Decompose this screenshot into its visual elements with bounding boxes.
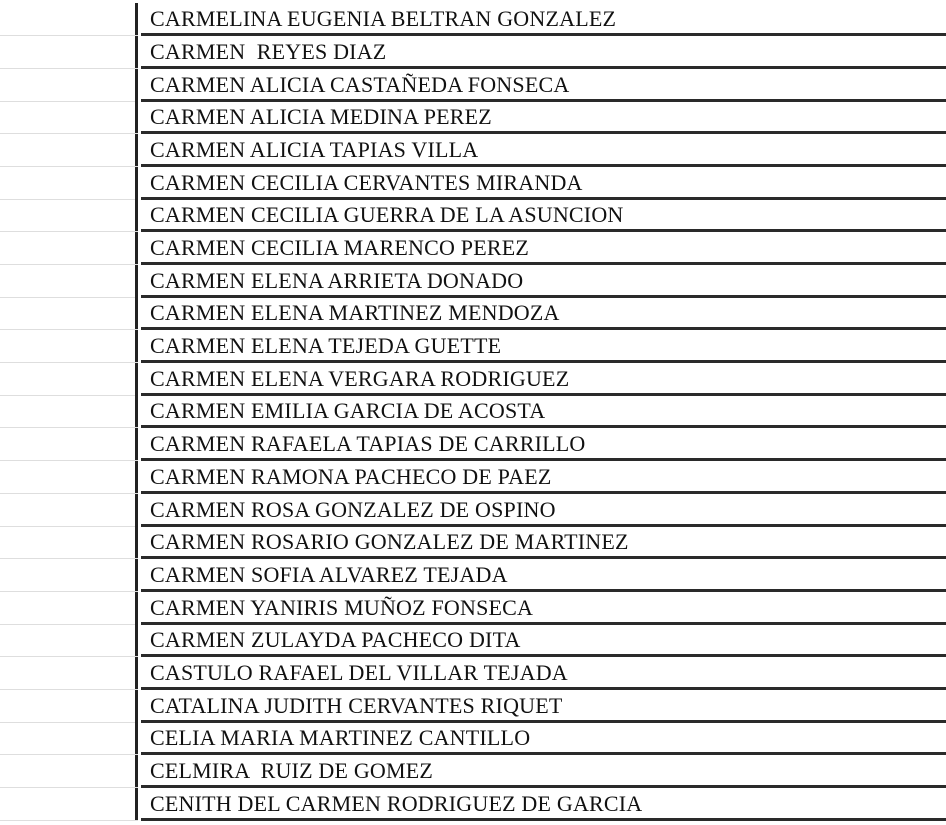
name-cell[interactable]: CARMEN ZULAYDA PACHECO DITA bbox=[141, 624, 946, 657]
name-cell[interactable]: CARMEN ALICIA MEDINA PEREZ bbox=[141, 101, 946, 134]
table-row bbox=[0, 559, 946, 592]
table-row bbox=[0, 363, 946, 396]
row-stub-cell[interactable] bbox=[0, 232, 138, 265]
row-stub-cell[interactable] bbox=[0, 134, 138, 167]
row-stub-cell[interactable] bbox=[0, 167, 138, 200]
table-row bbox=[0, 461, 946, 494]
name-cell[interactable]: CARMEN ALICIA TAPIAS VILLA bbox=[141, 134, 946, 167]
name-cell[interactable]: CENITH DEL CARMEN RODRIGUEZ DE GARCIA bbox=[141, 788, 946, 821]
name-cell[interactable]: CELMIRA RUIZ DE GOMEZ bbox=[141, 755, 946, 788]
table-row bbox=[0, 592, 946, 625]
name-cell[interactable]: CARMEN RAFAELA TAPIAS DE CARRILLO bbox=[141, 428, 946, 461]
table-row bbox=[0, 199, 946, 232]
name-cell[interactable]: CARMEN EMILIA GARCIA DE ACOSTA bbox=[141, 395, 946, 428]
name-cell[interactable]: CASTULO RAFAEL DEL VILLAR TEJADA bbox=[141, 657, 946, 690]
table-row bbox=[0, 297, 946, 330]
table-row bbox=[0, 167, 946, 200]
row-stub-cell[interactable] bbox=[0, 101, 138, 134]
table-row bbox=[0, 395, 946, 428]
table-row bbox=[0, 788, 946, 821]
row-stub-cell[interactable] bbox=[0, 36, 138, 69]
row-stub-cell[interactable] bbox=[0, 755, 138, 788]
table-row bbox=[0, 36, 946, 69]
table-row bbox=[0, 428, 946, 461]
row-stub-cell[interactable] bbox=[0, 592, 138, 625]
table-row bbox=[0, 722, 946, 755]
name-cell[interactable]: CARMELINA EUGENIA BELTRAN GONZALEZ bbox=[141, 3, 946, 36]
table-row bbox=[0, 526, 946, 559]
row-stub-cell[interactable] bbox=[0, 330, 138, 363]
table-row bbox=[0, 657, 946, 690]
name-cell[interactable]: CARMEN CECILIA GUERRA DE LA ASUNCION bbox=[141, 199, 946, 232]
name-cell[interactable]: CARMEN CECILIA MARENCO PEREZ bbox=[141, 232, 946, 265]
row-stub-cell[interactable] bbox=[0, 461, 138, 494]
name-cell[interactable]: CARMEN ROSA GONZALEZ DE OSPINO bbox=[141, 494, 946, 527]
row-stub-cell[interactable] bbox=[0, 69, 138, 102]
row-stub-cell[interactable] bbox=[0, 624, 138, 657]
table-row bbox=[0, 3, 946, 36]
row-stub-cell[interactable] bbox=[0, 494, 138, 527]
row-stub-cell[interactable] bbox=[0, 395, 138, 428]
name-cell[interactable]: CARMEN ELENA ARRIETA DONADO bbox=[141, 265, 946, 298]
table-row bbox=[0, 101, 946, 134]
name-cell[interactable]: CARMEN ELENA TEJEDA GUETTE bbox=[141, 330, 946, 363]
row-stub-cell[interactable] bbox=[0, 428, 138, 461]
row-stub-cell[interactable] bbox=[0, 265, 138, 298]
name-cell[interactable]: CARMEN ROSARIO GONZALEZ DE MARTINEZ bbox=[141, 526, 946, 559]
row-stub-cell[interactable] bbox=[0, 788, 138, 821]
name-cell[interactable]: CELIA MARIA MARTINEZ CANTILLO bbox=[141, 722, 946, 755]
name-cell[interactable]: CARMEN SOFIA ALVAREZ TEJADA bbox=[141, 559, 946, 592]
row-stub-cell[interactable] bbox=[0, 657, 138, 690]
table-row bbox=[0, 690, 946, 723]
row-stub-cell[interactable] bbox=[0, 526, 138, 559]
row-stub-cell[interactable] bbox=[0, 3, 138, 36]
table-row bbox=[0, 69, 946, 102]
name-cell[interactable]: CARMEN ELENA VERGARA RODRIGUEZ bbox=[141, 363, 946, 396]
name-cell[interactable]: CARMEN ALICIA CASTAÑEDA FONSECA bbox=[141, 69, 946, 102]
row-stub-cell[interactable] bbox=[0, 559, 138, 592]
name-cell[interactable]: CARMEN ELENA MARTINEZ MENDOZA bbox=[141, 297, 946, 330]
row-stub-cell[interactable] bbox=[0, 363, 138, 396]
row-stub-cell[interactable] bbox=[0, 199, 138, 232]
table-row bbox=[0, 134, 946, 167]
row-stub-cell[interactable] bbox=[0, 722, 138, 755]
row-stub-cell[interactable] bbox=[0, 690, 138, 723]
table-row bbox=[0, 494, 946, 527]
table-row bbox=[0, 330, 946, 363]
name-cell[interactable]: CARMEN CECILIA CERVANTES MIRANDA bbox=[141, 167, 946, 200]
name-cell[interactable]: CARMEN REYES DIAZ bbox=[141, 36, 946, 69]
name-cell[interactable]: CATALINA JUDITH CERVANTES RIQUET bbox=[141, 690, 946, 723]
name-cell[interactable]: CARMEN RAMONA PACHECO DE PAEZ bbox=[141, 461, 946, 494]
table-row bbox=[0, 232, 946, 265]
name-cell[interactable]: CARMEN YANIRIS MUÑOZ FONSECA bbox=[141, 592, 946, 625]
table-row bbox=[0, 265, 946, 298]
table-row bbox=[0, 755, 946, 788]
row-stub-cell[interactable] bbox=[0, 297, 138, 330]
table-row bbox=[0, 624, 946, 657]
